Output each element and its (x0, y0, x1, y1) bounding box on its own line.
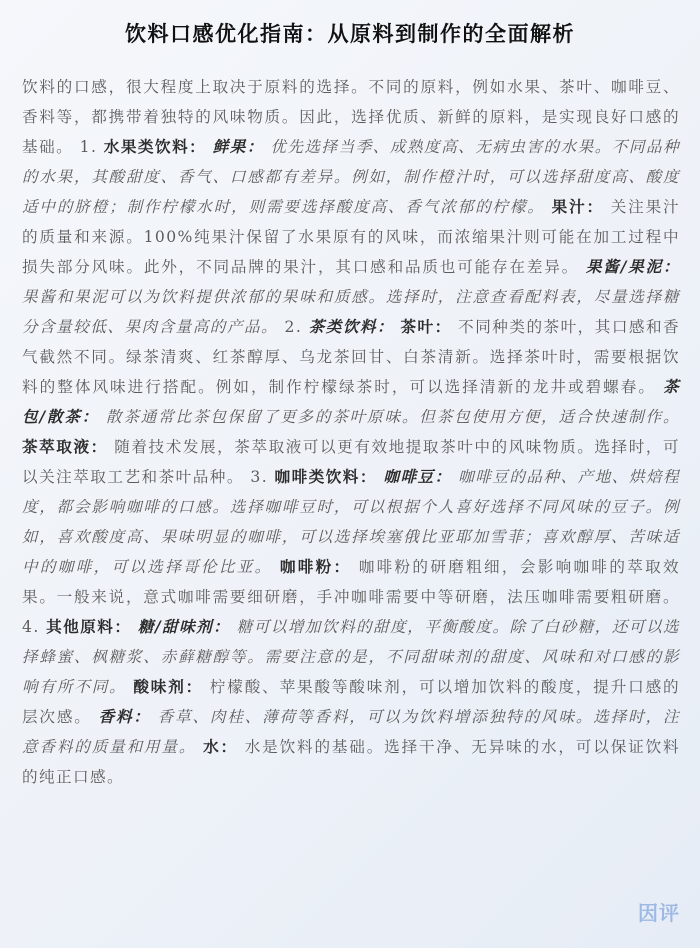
body-text: 糖可以增加饮料的甜度，平衡酸度。除了白砂糖，还可以选择蜂蜜、枫糖浆、赤藓糖醇等。需要注意的是，不同甜味剂的甜度、风味和对口感的影响有所不同。 (22, 618, 680, 696)
bold-heading: 果汁： (551, 197, 604, 216)
bold-heading: 茶叶： (400, 317, 452, 336)
body-text: 柠檬酸、苹果酸等酸味剂，可以增加饮料的酸度，提升口感的层次感。 (22, 678, 680, 726)
bold-heading: 咖啡豆： (383, 467, 452, 486)
bold-heading: 香料： (98, 707, 151, 726)
watermark-logo: 因评 (638, 901, 680, 925)
bold-heading: 茶萃取液： (22, 437, 108, 456)
body-text (579, 258, 586, 276)
page-title: 饮料口感优化指南：从原料到制作的全面解析 (125, 22, 575, 46)
body-text: 水是饮料的基础。选择干净、无异味的水，可以保证饮料的纯正口感。 (22, 738, 680, 786)
bold-heading: 水： (203, 737, 238, 756)
body-text: 香草、肉桂、薄荷等香料，可以为饮料增添独特的风味。选择时，注意香料的质量和用量。 (22, 708, 681, 756)
body-text (656, 378, 663, 396)
body-text (92, 708, 99, 726)
body-text: 不同种类的茶叶，其口感和香气截然不同。绿茶清爽、红茶醇厚、乌龙茶回甘、白茶清新。选择茶叶时，需要根据饮料的整体风味进行搭配。例如，制作柠檬绿茶时，可以选择清新的龙井或碧螺春。 (22, 318, 681, 396)
bold-heading: 糖/甜味剂： (137, 617, 231, 636)
body-text: 优先选择当季、成熟度高、无病虫害的水果。不同品种的水果，其酸甜度、香气、口感都有差异。例如，制作橙汁时，可以选择甜度高、酸度适中的脐橙；制作柠檬水时，则需要选择酸度高、香气浓郁的柠檬。 (22, 138, 681, 216)
body-text (273, 558, 280, 576)
body-text (545, 198, 552, 216)
body-text: 关注果汁的质量和来源。100%纯果汁保留了水果原有的风味，而浓缩果汁则可能在加工过程中损失部分风味。此外，不同品牌的果汁，其口感和品质也可能存在差异。 (22, 198, 681, 276)
bold-heading: 茶包/散茶： (22, 377, 681, 426)
bold-heading: 果酱/果泥： (585, 257, 680, 276)
body-text: 饮料的口感，很大程度上取决于原料的选择。不同的原料，例如水果、茶叶、咖啡豆、香料等，都携带着独特的风味物质。因此，选择优质、新鲜的原料，是实现良好口感的基础。 1. (22, 78, 680, 156)
bold-heading: 水果类饮料： (103, 137, 207, 156)
bold-heading: 鲜果： (212, 137, 264, 156)
body-text: 随着技术发展，茶萃取液可以更有效地提取茶叶中的风味物质。选择时，可以关注萃取工艺和茶叶品种。 3. (22, 438, 680, 486)
body-text: 咖啡粉的研磨粗细，会影响咖啡的萃取效果。一般来说，意式咖啡需要细研磨，手冲咖啡需要中等研磨，法压咖啡需要粗研磨。 4. (22, 558, 681, 636)
bold-heading: 酸味剂： (133, 677, 204, 696)
body-text: 散茶通常比茶包保留了更多的茶叶原味。但茶包使用方便，适合快速制作。 (99, 408, 680, 426)
body-text: 2. (278, 318, 309, 336)
bold-heading: 其他原料： (46, 617, 132, 636)
bold-heading: 茶类饮料： (308, 317, 395, 336)
bold-heading: 咖啡粉： (279, 557, 352, 576)
body-text: 果酱和果泥可以为饮料提供浓郁的果味和质感。选择时，注意查看配料表，尽量选择糖分含量较低、果肉含量高的产品。 (22, 288, 680, 336)
body-text: 咖啡豆的品种、产地、烘焙程度，都会影响咖啡的口感。选择咖啡豆时，可以根据个人喜好选择不同风味的豆子。例如，喜欢酸度高、果味明显的咖啡，可以选择埃塞俄比亚耶加雪菲；喜欢醇厚、苦味适中的咖啡，可以选择哥伦比亚。 (22, 468, 681, 576)
article-body (22, 72, 680, 792)
bold-heading: 咖啡类饮料： (274, 467, 377, 486)
